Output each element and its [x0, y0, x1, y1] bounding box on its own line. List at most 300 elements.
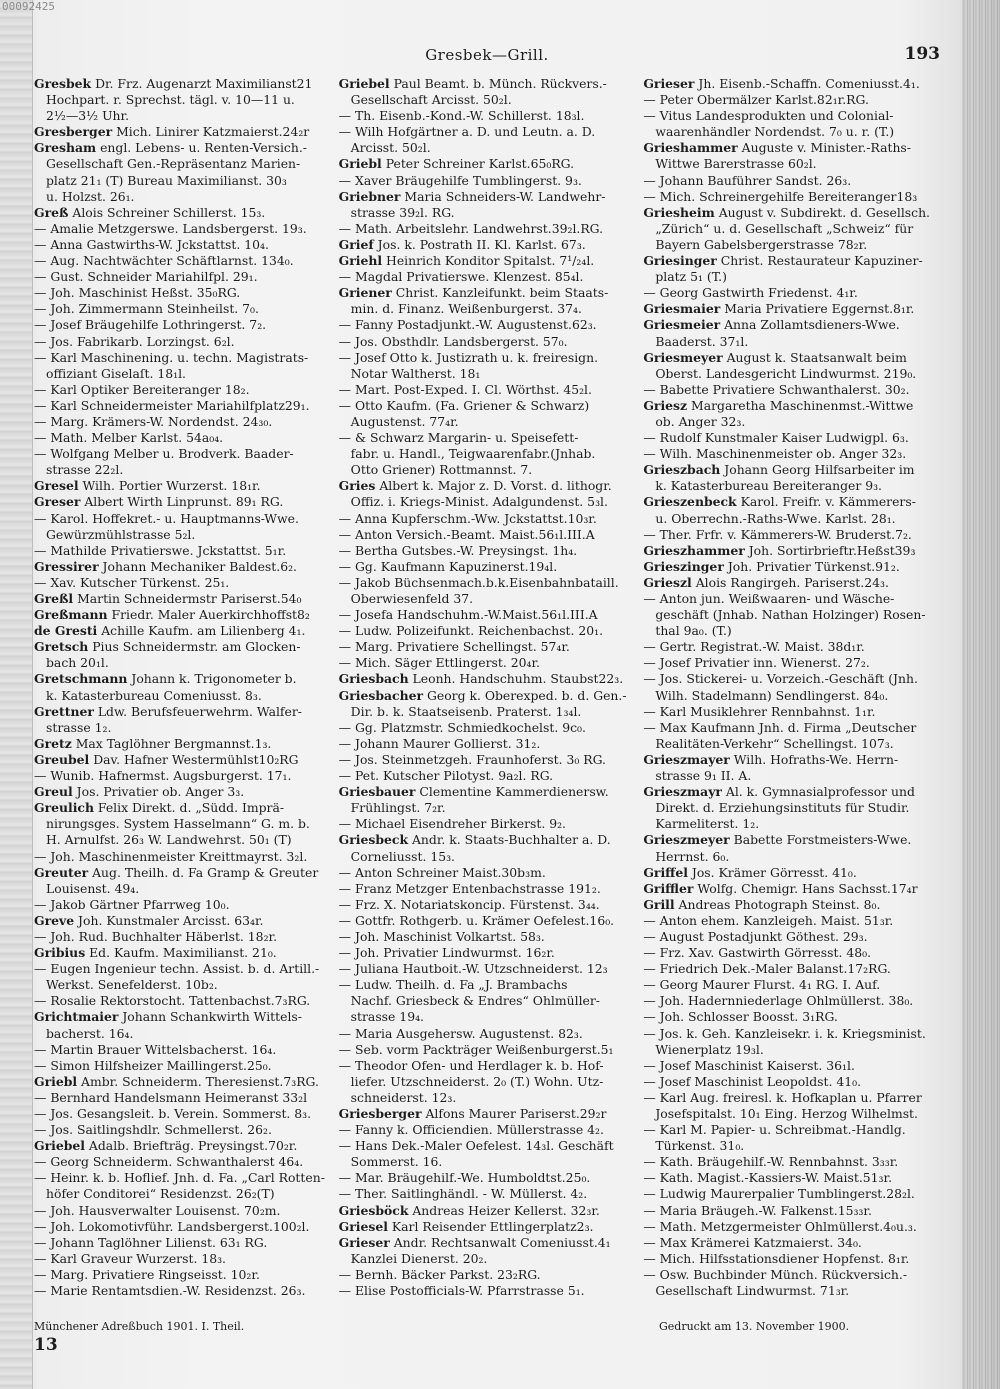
directory-entry-line	[34, 720, 331, 736]
entry-text: Pius Schneidermstr. am Glocken-	[92, 639, 301, 655]
directory-entry-line	[34, 1122, 331, 1138]
entry-surname: Griesberger	[338, 1106, 422, 1121]
directory-entry-line	[643, 623, 940, 639]
entry-text: — Eugen Ingenieur techn. Assist. b. d. Artill.-	[34, 961, 320, 977]
entry-surname: Greßl	[34, 591, 74, 606]
entry-surname: Grieszmeyer	[643, 832, 730, 848]
entry-text: — Math. Metzgermeister Ohlmüllerst.4₀u.₃.	[643, 1218, 917, 1234]
entry-text: Max Taglöhner Bergmannst.1₃.	[75, 735, 272, 751]
directory-entry-line	[339, 623, 636, 639]
directory-entry-line	[339, 639, 636, 655]
entry-text: — Mar. Bräugehilf.-We. Humboldtst.25₀.	[338, 1170, 591, 1186]
entry-surname: Grichtmaier	[34, 1009, 119, 1025]
entry-text: k. Katasterbureau Comeniusst. 8₃.	[46, 687, 262, 703]
directory-entry-line	[643, 1251, 940, 1267]
entry-text: — Jos. Steinmetzgeh. Fraunhoferst. 3₀ RG.	[338, 751, 606, 767]
directory-entry-line	[643, 446, 940, 462]
directory-entry-line	[34, 623, 331, 639]
entry-surname: Gresel	[34, 478, 79, 494]
entry-text: — Bertha Gutsbes.-W. Preysingst. 1h₄.	[338, 542, 578, 558]
directory-entry-line	[34, 1042, 331, 1058]
entry-text: — Johann Bauführer Sandst. 26₃.	[643, 172, 852, 188]
entry-text: — Anton Schreiner Maist.30b₃m.	[338, 864, 546, 880]
directory-entry-line	[34, 205, 331, 221]
directory-entry-line	[643, 414, 940, 430]
entry-text: Joh. Sortirbrieftr.Heßst39₃	[748, 542, 916, 558]
entry-text: — Anton jun. Weißwaaren- und Wäsche-	[643, 591, 895, 606]
entry-text: — Th. Eisenb.-Kond.-W. Schillerst. 18₃l.	[338, 108, 585, 124]
directory-entry-line	[34, 1219, 331, 1235]
entry-text: — Ther. Saitlinghändl. - W. Müllerst. 4₂.	[338, 1186, 588, 1202]
entry-text: — Joh. Maschinenmeister Kreittmayrst. 3₂l.	[34, 848, 308, 864]
directory-entry-line	[34, 752, 331, 768]
entry-text: Anna Zollamtsdieners-Wwe.	[724, 317, 900, 333]
entry-surname: Greve	[34, 912, 75, 928]
directory-entry-line	[643, 1235, 940, 1251]
entry-text: Johann Schankwirth Wittels-	[122, 1009, 302, 1025]
entry-surname: Griebl	[338, 156, 382, 172]
entry-text: Paul Beamt. b. Münch. Rückvers.-	[393, 76, 607, 91]
directory-entry-line	[339, 752, 636, 768]
entry-text: 2½—3½ Uhr.	[46, 108, 130, 124]
directory-entry-line	[643, 92, 940, 108]
entry-text: — Aug. Nachtwächter Schäftlarnst. 134₀.	[34, 253, 294, 269]
directory-entry-line	[34, 575, 331, 591]
directory-entry-line	[34, 156, 331, 172]
entry-text: Herrnst. 6₀.	[655, 848, 730, 864]
entry-text: Frühlingst. 7₂r.	[350, 800, 446, 816]
entry-text: strasse 1₂.	[46, 719, 112, 735]
entry-text: — Xav. Kutscher Türkenst. 25₁.	[34, 574, 230, 590]
entry-text: Jos. k. Postrath II. Kl. Karlst. 67₃.	[377, 236, 586, 252]
directory-entry-line	[339, 446, 636, 462]
directory-entry-line	[339, 253, 636, 269]
entry-text: August k. Staatsanwalt beim	[726, 349, 907, 365]
entry-text: — Georg Maurer Flurst. 4₁ RG. I. Auf.	[643, 977, 881, 993]
entry-text: — Seb. vorm Packträger Weißenburgerst.5₁	[338, 1041, 614, 1057]
directory-entry-line	[34, 913, 331, 929]
directory-entry-line	[34, 527, 331, 543]
entry-surname: Greser	[34, 494, 81, 510]
entry-text: offiziant Giselaſt. 18₁l.	[46, 365, 186, 381]
directory-entry-line	[34, 253, 331, 269]
directory-entry-line	[34, 1009, 331, 1025]
directory-entry-line	[339, 1090, 636, 1106]
entry-surname: Grieszenbeck	[643, 494, 737, 510]
directory-entry-line	[643, 350, 940, 366]
directory-entry-line	[339, 1251, 636, 1267]
entry-surname: Griebel	[34, 1138, 85, 1154]
entry-text: — Karl M. Papier- u. Schreibmat.-Handlg.	[643, 1122, 906, 1138]
entry-text: Kanzlei Dienerst. 20₂.	[350, 1250, 488, 1266]
directory-entry-line	[34, 494, 331, 510]
entry-text: — Jakob Gärtner Pfarrweg 10₀.	[34, 896, 230, 912]
entry-text: — Kath. Magist.-Kassiers-W. Maist.51₃r.	[643, 1170, 893, 1186]
directory-entry-line	[339, 1026, 636, 1042]
directory-entry-line	[34, 559, 331, 575]
entry-text: Alois Schreiner Schillerst. 15₃.	[72, 204, 266, 220]
entry-text: Aug. Theilh. d. Fa Gramp & Greuter	[92, 864, 319, 880]
directory-entry-line	[339, 350, 636, 366]
directory-entry-line	[34, 881, 331, 897]
entry-text: Gesellschaft Lindwurmst. 71₃r.	[655, 1283, 850, 1299]
directory-entry-line	[34, 317, 331, 333]
directory-entry-line	[339, 961, 636, 977]
directory-entry-line	[643, 897, 940, 913]
directory-entry-line	[34, 591, 331, 607]
directory-entry-line	[339, 736, 636, 752]
entry-text: — Gottfr. Rothgerb. u. Krämer Oefelest.16₀.	[338, 912, 615, 928]
directory-entry-line	[339, 849, 636, 865]
directory-entry-line	[339, 897, 636, 913]
directory-entry-line	[34, 511, 331, 527]
entry-text: Georg k. Oberexped. b. d. Gen.-	[426, 687, 627, 703]
directory-entry-line	[339, 671, 636, 687]
entry-text: — Osw. Buchbinder Münch. Rückversich.-	[643, 1266, 908, 1282]
entry-surname: Griebel	[338, 76, 390, 91]
directory-entry-line	[34, 655, 331, 671]
entry-text: — Elise Postofficials-W. Pfarrstrasse 5₁.	[338, 1283, 585, 1299]
directory-entry-line	[643, 253, 940, 269]
entry-text: — Theodor Ofen- und Herdlager k. b. Hof-	[338, 1057, 604, 1073]
entry-text: Alfons Maurer Pariserst.29₂r	[425, 1106, 607, 1121]
entry-text: — August Postadjunkt Göthest. 29₃.	[643, 928, 868, 944]
directory-entry-line	[339, 1074, 636, 1090]
entry-text: schneiderst. 12₃.	[350, 1089, 457, 1105]
directory-entry-line	[339, 800, 636, 816]
directory-entry-line	[339, 92, 636, 108]
directory-entry-line	[34, 1154, 331, 1170]
directory-entry-line	[339, 478, 636, 494]
entry-text: Ambr. Schneiderm. Theresienst.7₃RG.	[81, 1073, 319, 1089]
directory-entry-line	[34, 221, 331, 237]
directory-entry-line	[34, 816, 331, 832]
entry-text: — Josef Otto k. Justizrath u. k. freiresign.	[338, 349, 599, 365]
entry-text: engl. Lebens- u. Renten-Versich.-	[100, 140, 307, 156]
directory-entry-line	[643, 720, 940, 736]
entry-surname: Gribius	[34, 945, 86, 961]
directory-entry-line	[643, 865, 940, 881]
directory-entry-line	[643, 1170, 940, 1186]
entry-text: bach 20₁l.	[46, 655, 109, 671]
directory-entry-line	[339, 140, 636, 156]
directory-entry-line	[339, 559, 636, 575]
directory-entry-line	[339, 929, 636, 945]
entry-text: — Karl Maschinening. u. techn. Magistrats-	[34, 349, 309, 365]
directory-entry-line	[643, 736, 940, 752]
entry-text: Wilh. Portier Wurzerst. 18₁r.	[82, 478, 261, 494]
entry-text: — Max Krämerei Katzmaierst. 34₀.	[643, 1234, 862, 1250]
entry-text: Alois Rangirgeh. Pariserst.24₃.	[695, 574, 889, 590]
directory-entry-line	[34, 1058, 331, 1074]
entry-text: strasse 39₂l. RG.	[350, 204, 455, 220]
entry-text: — Josef Maschinist Kaiserst. 36₁l.	[643, 1057, 855, 1073]
entry-text: Al. k. Gymnasialprofessor und	[725, 784, 915, 800]
entry-surname: Greuter	[34, 864, 89, 880]
entry-text: „Zürich“ u. d. Gesellschaft „Schweiz“ für	[655, 220, 914, 236]
directory-entry-line	[339, 173, 636, 189]
directory-entry-line	[34, 462, 331, 478]
directory-entry-line	[34, 1283, 331, 1299]
directory-entry-line	[34, 784, 331, 800]
entry-text: Margaretha Maschinenmst.-Wittwe	[691, 397, 914, 413]
directory-entry-line	[643, 849, 940, 865]
entry-text: — Peter Obermälzer Karlst.82₁r.RG.	[643, 92, 869, 108]
entry-text: platz 5₁ (T.)	[655, 269, 727, 285]
directory-entry-line	[34, 285, 331, 301]
entry-text: Karol. Freifr. v. Kämmerers-	[740, 494, 916, 510]
entry-text: Karl Reisender Ettlingerplatz2₃.	[391, 1218, 594, 1234]
directory-entry-line	[339, 527, 636, 543]
directory-entry-line	[34, 124, 331, 140]
entry-text: — Mathilde Privatierswe. Jckstattst. 5₁r.	[34, 542, 287, 558]
entry-text: Direkt. d. Erziehungsinstituts für Studir.	[655, 800, 910, 816]
entry-text: Wienerplatz 19₃l.	[655, 1041, 764, 1057]
entry-text: Mich. Linirer Katzmaierst.24₂r	[116, 124, 310, 140]
entry-text: Andreas Heizer Kellerst. 32₃r.	[412, 1202, 600, 1218]
running-header	[34, 46, 940, 72]
directory-entry-line	[643, 205, 940, 221]
directory-entry-line	[643, 1154, 940, 1170]
directory-entry-line	[339, 124, 636, 140]
directory-entry-line	[643, 639, 940, 655]
directory-entry-line	[34, 189, 331, 205]
entry-text: — Michael Eisendreher Birkerst. 9₂.	[338, 816, 566, 832]
directory-entry-line	[643, 140, 940, 156]
entry-surname: Griehl	[338, 253, 383, 269]
entry-text: Jh. Eisenb.-Schaffn. Comeniusst.4₁.	[698, 76, 920, 91]
entry-text: — Karl Aug. freiresl. k. Hofkaplan u. Pfarrer	[643, 1089, 922, 1105]
entry-surname: Grieser	[643, 76, 695, 91]
entry-surname: Gretschmann	[34, 671, 128, 687]
directory-entry-line	[643, 1009, 940, 1025]
entry-text: Realitäten-Verkehr“ Schellingst. 107₃.	[655, 735, 894, 751]
entry-text: Babette Forstmeisters-Wwe.	[733, 832, 912, 848]
directory-entry-line	[34, 237, 331, 253]
entry-text: Johann Mechaniker Baldest.6₂.	[102, 558, 297, 574]
directory-entry-line	[643, 993, 940, 1009]
entry-surname: Griesböck	[338, 1202, 409, 1218]
directory-entry-line	[643, 478, 940, 494]
entry-text: Otto Griener) Rottmannst. 7.	[350, 462, 533, 478]
entry-text: Andr. k. Staats-Buchhalter a. D.	[411, 832, 611, 848]
directory-entry-line	[643, 1074, 940, 1090]
directory-entry-line	[643, 1283, 940, 1299]
directory-entry-line	[643, 832, 940, 848]
entry-surname: Grief	[338, 236, 374, 252]
directory-entry-line	[34, 639, 331, 655]
directory-entry-line	[34, 173, 331, 189]
directory-entry-line	[643, 655, 940, 671]
entry-text: — Mich. Hilfsstationsdiener Hopfenst. 8₁r.	[643, 1250, 910, 1266]
directory-entry-line	[34, 1138, 331, 1154]
directory-entry-line	[34, 140, 331, 156]
directory-entry-line	[643, 752, 940, 768]
entry-text: — Marg. Krämers-W. Nordendst. 24₃₀.	[34, 413, 273, 429]
entry-surname: Greß	[34, 204, 69, 220]
directory-entry-line	[339, 366, 636, 382]
entry-surname: Grieszl	[643, 574, 692, 590]
directory-entry-line	[643, 382, 940, 398]
entry-text: Martin Schneidermstr Pariserst.54₀	[77, 591, 302, 606]
directory-entry-line	[34, 350, 331, 366]
directory-entry-line	[643, 285, 940, 301]
entry-text: — Mich. Säger Ettlingerst. 20₄r.	[338, 655, 540, 671]
directory-entry-line	[643, 156, 940, 172]
entry-text: — Otto Kaufm. (Fa. Griener & Schwarz)	[338, 397, 590, 413]
entry-surname: Griesmaier	[643, 301, 721, 317]
entry-surname: Griesheim	[643, 204, 715, 220]
directory-entry-line	[643, 511, 940, 527]
directory-entry-line	[339, 285, 636, 301]
entry-surname: Griesbeck	[338, 832, 409, 848]
directory-entry-line	[339, 205, 636, 221]
entry-surname: Griebl	[34, 1073, 78, 1089]
directory-entry-line	[643, 961, 940, 977]
entry-surname: Grieszmayer	[643, 751, 730, 767]
directory-entry-line	[34, 446, 331, 462]
entry-text: u. Holzst. 26₁.	[46, 188, 135, 204]
entry-text: — Jakob Büchsenmach.b.k.Eisenbahnbataill.	[338, 574, 619, 590]
directory-entry-line	[339, 607, 636, 623]
directory-entry-line	[339, 1106, 636, 1122]
directory-entry-line	[643, 462, 940, 478]
entry-text: — Rudolf Kunstmaler Kaiser Ludwigpl. 6₃.	[643, 430, 909, 446]
directory-entry-line	[339, 1009, 636, 1025]
directory-entry-line	[643, 1203, 940, 1219]
entry-text: — Franz Metzger Entenbachstrasse 191₂.	[338, 880, 601, 896]
directory-entry-line	[643, 398, 940, 414]
entry-text: Clementine Kammerdienersw.	[419, 784, 609, 800]
directory-entry-line	[34, 704, 331, 720]
entry-text: — Juliana Hautboit.-W. Utzschneiderst. 12₃	[338, 961, 608, 977]
directory-entry-line	[339, 881, 636, 897]
directory-entry-line	[339, 704, 636, 720]
entry-text: höfer Conditorei“ Residenzst. 26₂(T)	[46, 1186, 275, 1202]
entry-text: Bayern Gabelsbergerstrasse 78₂r.	[655, 236, 868, 252]
entry-text: Gesellschaft Gen.-Repräsentanz Marien-	[46, 156, 301, 172]
entry-text: — Karl Optiker Bereiteranger 18₂.	[34, 381, 250, 397]
entry-text: — Xaver Bräugehilfe Tumblingerst. 9₃.	[338, 172, 582, 188]
entry-text: — Marie Rentamtsdien.-W. Residenzst. 26₃.	[34, 1283, 306, 1299]
directory-entry-line	[643, 929, 940, 945]
directory-entry-line	[339, 334, 636, 350]
directory-entry-line	[643, 559, 940, 575]
entry-text: — Johann Taglöhner Lilienst. 63₁ RG.	[34, 1234, 268, 1250]
entry-text: — Georg Gastwirth Friedenst. 4₁r.	[643, 285, 858, 301]
directory-entry-line	[643, 1026, 940, 1042]
directory-entry-line	[339, 382, 636, 398]
directory-entry-line	[339, 688, 636, 704]
entry-text: Joh. Kunstmaler Arcisst. 63₄r.	[78, 912, 264, 928]
entry-text: — Josef Maschinist Leopoldst. 41₀.	[643, 1073, 862, 1089]
directory-entry-line	[34, 1074, 331, 1090]
directory-entry-line	[339, 1235, 636, 1251]
entry-text: Karmeliterst. 1₂.	[655, 816, 760, 832]
entry-text: Offiz. i. Kriegs-Minist. Adalgundenst. 5₃l.	[350, 494, 608, 510]
entry-text: — Josef Bräugehilfe Lothringerst. 7₂.	[34, 317, 267, 333]
directory-entry-line	[34, 269, 331, 285]
page-title: Gresbek—Grill.	[425, 46, 549, 64]
directory-entry-line	[339, 1267, 636, 1283]
directory-entry-line	[339, 317, 636, 333]
entry-text: — Fanny Postadjunkt.-W. Augustenst.62₃.	[338, 317, 597, 333]
entry-text: liefer. Utzschneiderst. 2₀ (T.) Wohn. Utz-	[350, 1073, 604, 1089]
directory-entry-line	[643, 881, 940, 897]
entry-surname: Griesmeyer	[643, 349, 723, 365]
directory-entry-line	[34, 993, 331, 1009]
entry-surname: Grieszmayr	[643, 784, 722, 800]
directory-entry-line	[339, 543, 636, 559]
entry-text: — Mart. Post-Exped. I. Cl. Wörthst. 45₂l.	[338, 381, 592, 397]
entry-surname: Griffel	[643, 864, 688, 880]
entry-text: — Math. Melber Karlst. 54a₀₄.	[34, 430, 224, 446]
entry-surname: Griesinger	[643, 253, 717, 269]
entry-text: — Ludw. Theilh. d. Fa „J. Brambachs	[338, 977, 568, 993]
directory-entry-line	[34, 301, 331, 317]
entry-text: u. Oberrechn.-Raths-Wwe. Karlst. 28₁.	[655, 510, 896, 526]
entry-surname: Gries	[338, 478, 376, 494]
directory-entry-line	[643, 1267, 940, 1283]
directory-entry-line	[643, 1058, 940, 1074]
entry-text: — Joh. Schlosser Boosst. 3₁RG.	[643, 1009, 838, 1025]
directory-entry-line	[643, 704, 940, 720]
directory-entry-line	[643, 543, 940, 559]
directory-entry-line	[34, 945, 331, 961]
entry-text: Wolfg. Chemigr. Hans Sachsst.17₄r	[697, 880, 918, 896]
entry-surname: Gresham	[34, 140, 97, 156]
entry-text: — Anton Versich.-Beamt. Maist.56₁l.III.A	[338, 526, 595, 542]
entry-text: — Karl Schneidermeister Mariahilfplatz29₁.	[34, 397, 310, 413]
directory-entry-line	[339, 1042, 636, 1058]
directory-entry-line	[339, 1154, 636, 1170]
entry-surname: Grieshammer	[643, 140, 738, 156]
entry-text: Nachf. Griesbeck & Endres“ Ohlmüller-	[350, 993, 600, 1009]
directory-entry-line	[34, 768, 331, 784]
entry-text: Hochpart. r. Sprechst. tägl. v. 10—11 u.	[46, 92, 295, 108]
entry-text: Jos. Privatier ob. Anger 3₃.	[76, 784, 245, 800]
entry-text: — Gg. Kaufmann Kapuzinerst.19₄l.	[338, 558, 558, 574]
entry-text: — Kath. Bräugehilf.-W. Rennbahnst. 3₃₃r.	[643, 1154, 899, 1170]
directory-entry-line	[34, 671, 331, 687]
directory-entry-line	[339, 269, 636, 285]
entry-text: Friedr. Maler Auerkirchhoffst8₂	[111, 607, 310, 623]
left-page-edge	[0, 0, 33, 1389]
entry-text: platz 21₁ (T) Bureau Maximilianst. 30₃	[46, 172, 287, 188]
entry-text: — Karol. Hoffekret.- u. Hauptmanns-Wwe.	[34, 510, 299, 526]
directory-entry-line	[34, 849, 331, 865]
entry-surname: Gretz	[34, 735, 72, 751]
directory-entry-line	[339, 816, 636, 832]
directory-entry-line	[34, 478, 331, 494]
entry-surname: Griffler	[643, 880, 694, 896]
directory-entry-line	[34, 1186, 331, 1202]
catalog-number: 00092425	[2, 0, 55, 13]
entry-text: Oberst. Landesgericht Lindwurmst. 219₀.	[655, 365, 917, 381]
entry-text: geschäft (Jnhab. Nathan Holzinger) Rosen-	[655, 607, 926, 623]
entry-text: — Wolfgang Melber u. Brodverk. Baader-	[34, 446, 294, 462]
entry-text: — Frz. Xav. Gastwirth Görresst. 48₀.	[643, 945, 872, 961]
directory-entry-line	[643, 1186, 940, 1202]
entry-text: — Joh. Hausverwalter Louisenst. 70₂m.	[34, 1202, 281, 1218]
entry-text: Baaderst. 37₁l.	[655, 333, 749, 349]
directory-entry-line	[643, 366, 940, 382]
directory-entry-line	[643, 1219, 940, 1235]
entry-text: Peter Schreiner Karlst.65₀RG.	[385, 156, 575, 172]
directory-entry-line	[339, 832, 636, 848]
entry-text: — Joh. Zimmermann Steinheilst. 7₀.	[34, 301, 259, 317]
footer-publication: Münchener Adreßbuch 1901. I. Theil.	[34, 1320, 245, 1333]
